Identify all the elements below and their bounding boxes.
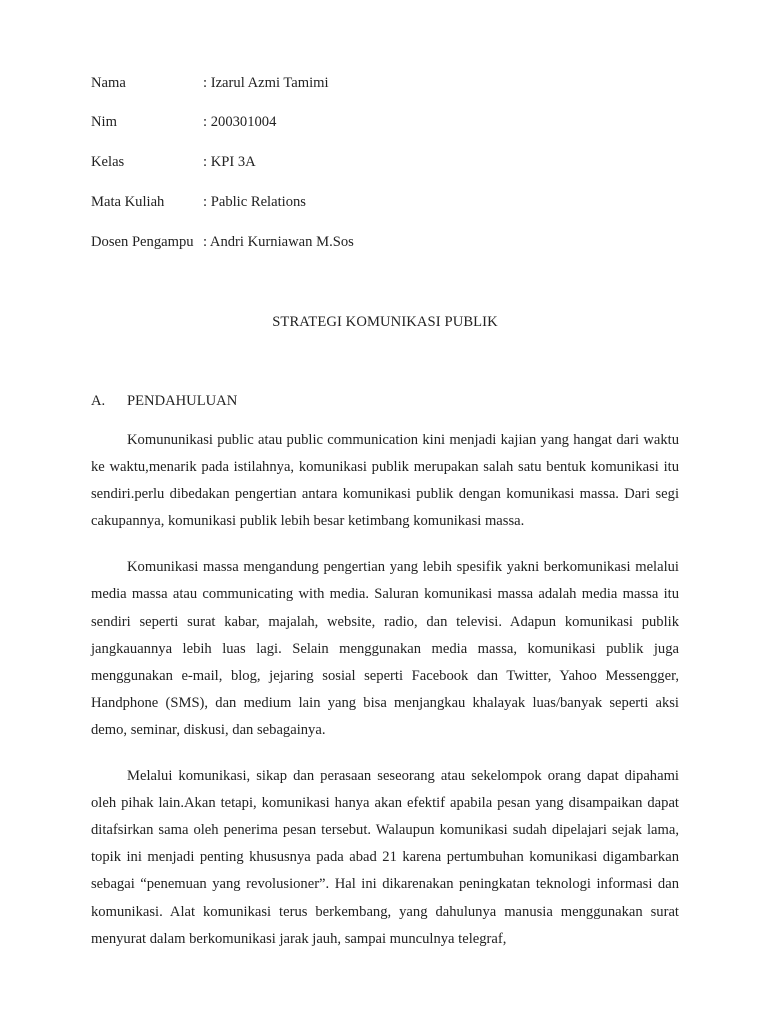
info-row-nim xyxy=(91,112,276,132)
info-row-kelas xyxy=(91,152,256,172)
info-separator: : xyxy=(203,194,208,210)
section-heading xyxy=(91,391,237,411)
info-value: Andri Kurniawan M.Sos xyxy=(209,234,354,250)
info-value: KPI 3A xyxy=(210,154,256,170)
info-row-mata-kuliah xyxy=(91,192,306,212)
info-value: Izarul Azmi Tamimi xyxy=(210,75,329,91)
info-label: Nama xyxy=(91,75,126,91)
info-label: Dosen Pengampu xyxy=(91,234,194,250)
paragraph: Komununikasi public atau public communication kini menjadi kajian yang hangat dari waktu ke waktu,menarik pada istilahnya, komunikasi publik merupakan salah satu bentuk komunikasi itu sendiri.perlu dibedakan pengertian antara komunikasi publik dengan komunikasi massa. Dari segi cakupannya, komunikasi publik lebih besar ketimbang komunikasi massa. xyxy=(91,432,679,530)
section-heading-text: PENDAHULUAN xyxy=(127,393,238,409)
section-letter: A. xyxy=(91,393,106,409)
document-title: STRATEGI KOMUNIKASI PUBLIK xyxy=(272,314,498,330)
info-separator: : xyxy=(203,234,208,250)
info-label: Kelas xyxy=(91,154,125,170)
info-label: Nim xyxy=(91,114,117,130)
info-label: Mata Kuliah xyxy=(91,194,165,210)
paragraph: Melalui komunikasi, sikap dan perasaan seseorang atau sekelompok orang dapat dipahami oleh pihak lain.Akan tetapi, komunikasi hanya akan efektif apabila pesan yang disampaikan dapat ditafsirkan sama oleh penerima pesan tersebut. Walaupun komunikasi sudah dipelajari sejak lama, topik ini menjadi penting khususnya pada abad 21 karena pertumbuhan komunikasi digambarkan sebagai “penemuan yang revolusioner”. Hal ini dikarenakan peningkatan teknologi informasi dan komunikasi. Alat komunikasi terus berkembang, yang dahulunya manusia menggunakan surat menyurat dalam berkomunikasi jarak jauh, sampai munculnya telegraf, xyxy=(91,768,679,947)
info-value: Pablic Relations xyxy=(210,194,306,210)
info-separator: : xyxy=(203,75,208,91)
info-row-dosen-pengampu xyxy=(91,232,354,252)
info-separator: : xyxy=(203,154,208,170)
paragraph: Komunikasi massa mengandung pengertian yang lebih spesifik yakni berkomunikasi melalui media massa atau communicating with media. Saluran komunikasi massa adalah media massa itu sendiri seperti surat kabar, majalah, website, radio, dan televisi. Adapun komunikasi publik jangkauannya lebih luas lagi. Selain menggunakan media massa, komunikasi publik juga menggunakan e-mail, blog, jejaring sosial seperti Facebook dan Twitter, Yahoo Messengger, Handphone (SMS), dan medium lain yang bisa menjangkau khalayak luas/banyak seperti aksi demo, seminar, diskusi, dan sebagainya. xyxy=(91,559,679,738)
info-separator: : xyxy=(203,114,208,130)
info-row-nama xyxy=(91,73,329,93)
body-text xyxy=(91,427,679,972)
info-value: 200301004 xyxy=(210,114,277,130)
